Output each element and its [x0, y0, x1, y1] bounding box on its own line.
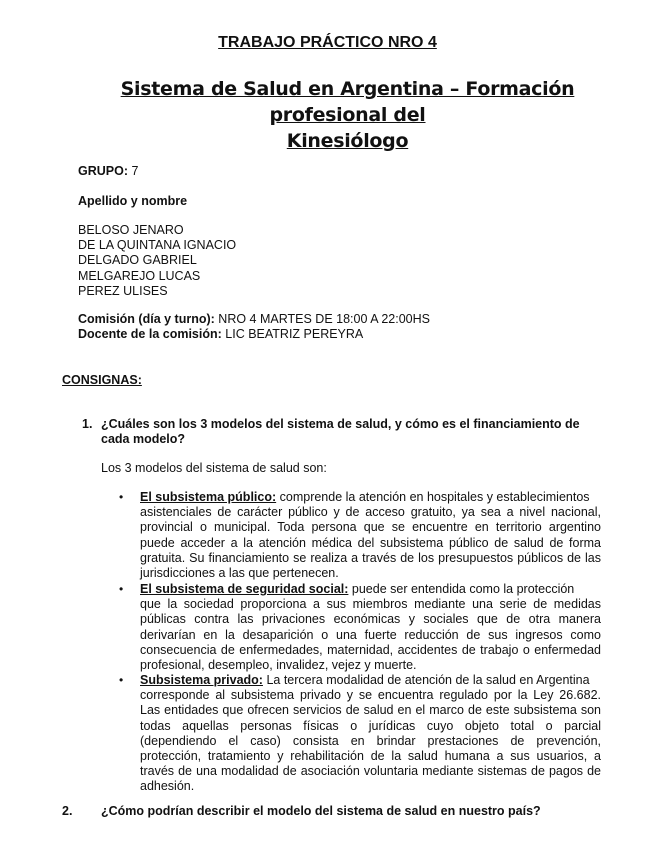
bullet-term: El subsistema público: — [140, 490, 277, 504]
document-title: TRABAJO PRÁCTICO NRO 4 — [218, 34, 437, 51]
docente-label: Docente de la comisión: — [78, 327, 222, 341]
members-list — [78, 223, 236, 299]
comision-value: NRO 4 MARTES DE 18:00 A 22:00HS — [218, 312, 430, 326]
bullet-line: protección, tratamiento y rehabilitación de la salud humana a sus usuarios, a — [140, 749, 601, 764]
consignas-heading: CONSIGNAS: — [62, 373, 142, 387]
bullet-first-line — [140, 490, 601, 505]
docente-line — [78, 327, 363, 342]
member-item: BELOSO JENARO — [78, 223, 184, 237]
grupo-label: GRUPO: — [78, 164, 128, 178]
bullet-line: gratuita. Su financiamiento se realiza a través de los presupuestos públicos de las — [140, 550, 601, 565]
bullet-line: profesional, desempleo, invalidez, vejez y muerte. — [140, 658, 417, 673]
bullet-line: adhesión. — [140, 779, 195, 794]
bullet-text: La tercera modalidad de atención de la salud en Argentina — [266, 673, 590, 687]
comision-label: Comisión (día y turno): — [78, 312, 215, 326]
bullet-dot: • — [119, 673, 124, 687]
bullet-line: corresponde al subsistema privado y se encuentra regulado por la Ley 26.682. — [140, 688, 601, 703]
bullet-line: que la sociedad proporciona a sus miembros mediante una serie de medidas — [140, 597, 601, 612]
bullet-text: puede ser entendida como la protección — [351, 582, 575, 596]
grupo-value: 7 — [131, 164, 139, 178]
bullet-line: todas aquellas personas físicas o jurídicas cuyo objeto total o parcial — [140, 718, 601, 733]
bullet-text: comprende la atención en hospitales y establecimientos — [279, 490, 590, 504]
bullet-term: Subsistema privado: — [140, 673, 263, 687]
bullet-term: El subsistema de seguridad social: — [140, 582, 349, 596]
docente-value: LIC BEATRIZ PEREYRA — [225, 327, 364, 341]
bullet-dot: • — [119, 582, 124, 596]
subtitle-line-2: Kinesiólogo — [286, 130, 409, 152]
bullet-line: jurisdicciones a las que pertenecen. — [140, 566, 339, 581]
bullet-line: provincial o municipal. Toda persona que se encuentre en territorio argentino — [140, 520, 601, 535]
member-item: DELGADO GABRIEL — [78, 253, 197, 268]
grupo-line — [78, 164, 138, 179]
bullet-first-line — [140, 582, 601, 597]
bullet-line: asistenciales de carácter público y de acceso gratuito, ya sea a nivel nacional, — [140, 505, 601, 520]
document-subtitle — [70, 76, 625, 154]
bullet-item-privado — [140, 673, 601, 795]
member-item: MELGAREJO LUCAS — [78, 268, 201, 283]
bullet-item-seguridad-social — [140, 582, 601, 673]
question-1-text — [101, 417, 580, 447]
member-item: PEREZ ULISES — [78, 283, 168, 298]
bullet-line: Las entidades que ofrecen servicios de salud en el marco de este subsistema son — [140, 703, 601, 718]
bullet-item-publico — [140, 490, 601, 581]
bullet-line: públicas contra las privaciones económicas y sociales que de otra manera — [140, 612, 601, 627]
bullet-line: consecuencia de enfermedades, maternidad, accidentes de trabajo o enfermedad — [140, 642, 601, 657]
question-1-intro: Los 3 modelos del sistema de salud son: — [101, 461, 327, 475]
bullet-line: derivarían en la desaparición o una fuerte reducción de sus ingresos como — [140, 627, 601, 642]
bullet-first-line — [140, 673, 601, 688]
bullet-line: través de una modalidad de asociación voluntaria mediante sistemas de pagos de — [140, 764, 601, 779]
bullet-line: puede acceder a la atención médica del subsistema público de salud de forma — [140, 535, 601, 550]
bullet-line: (dependiendo el caso) consista en brindar prestaciones de prevención, — [140, 733, 601, 748]
subtitle-line-1: Sistema de Salud en Argentina – Formación profesional del — [120, 78, 575, 126]
question-2-text: ¿Cómo podrían describir el modelo del sistema de salud en nuestro país? — [101, 804, 541, 818]
question-1-line: cada modelo? — [101, 432, 186, 447]
member-item: DE LA QUINTANA IGNACIO — [78, 238, 237, 253]
bullet-dot: • — [119, 490, 124, 504]
apellido-label: Apellido y nombre — [78, 194, 188, 208]
question-1-number: 1. — [82, 417, 93, 431]
question-2-number: 2. — [62, 804, 73, 818]
comision-line — [78, 312, 430, 327]
question-1-line: ¿Cuáles son los 3 modelos del sistema de salud, y cómo es el financiamiento de — [101, 417, 580, 431]
